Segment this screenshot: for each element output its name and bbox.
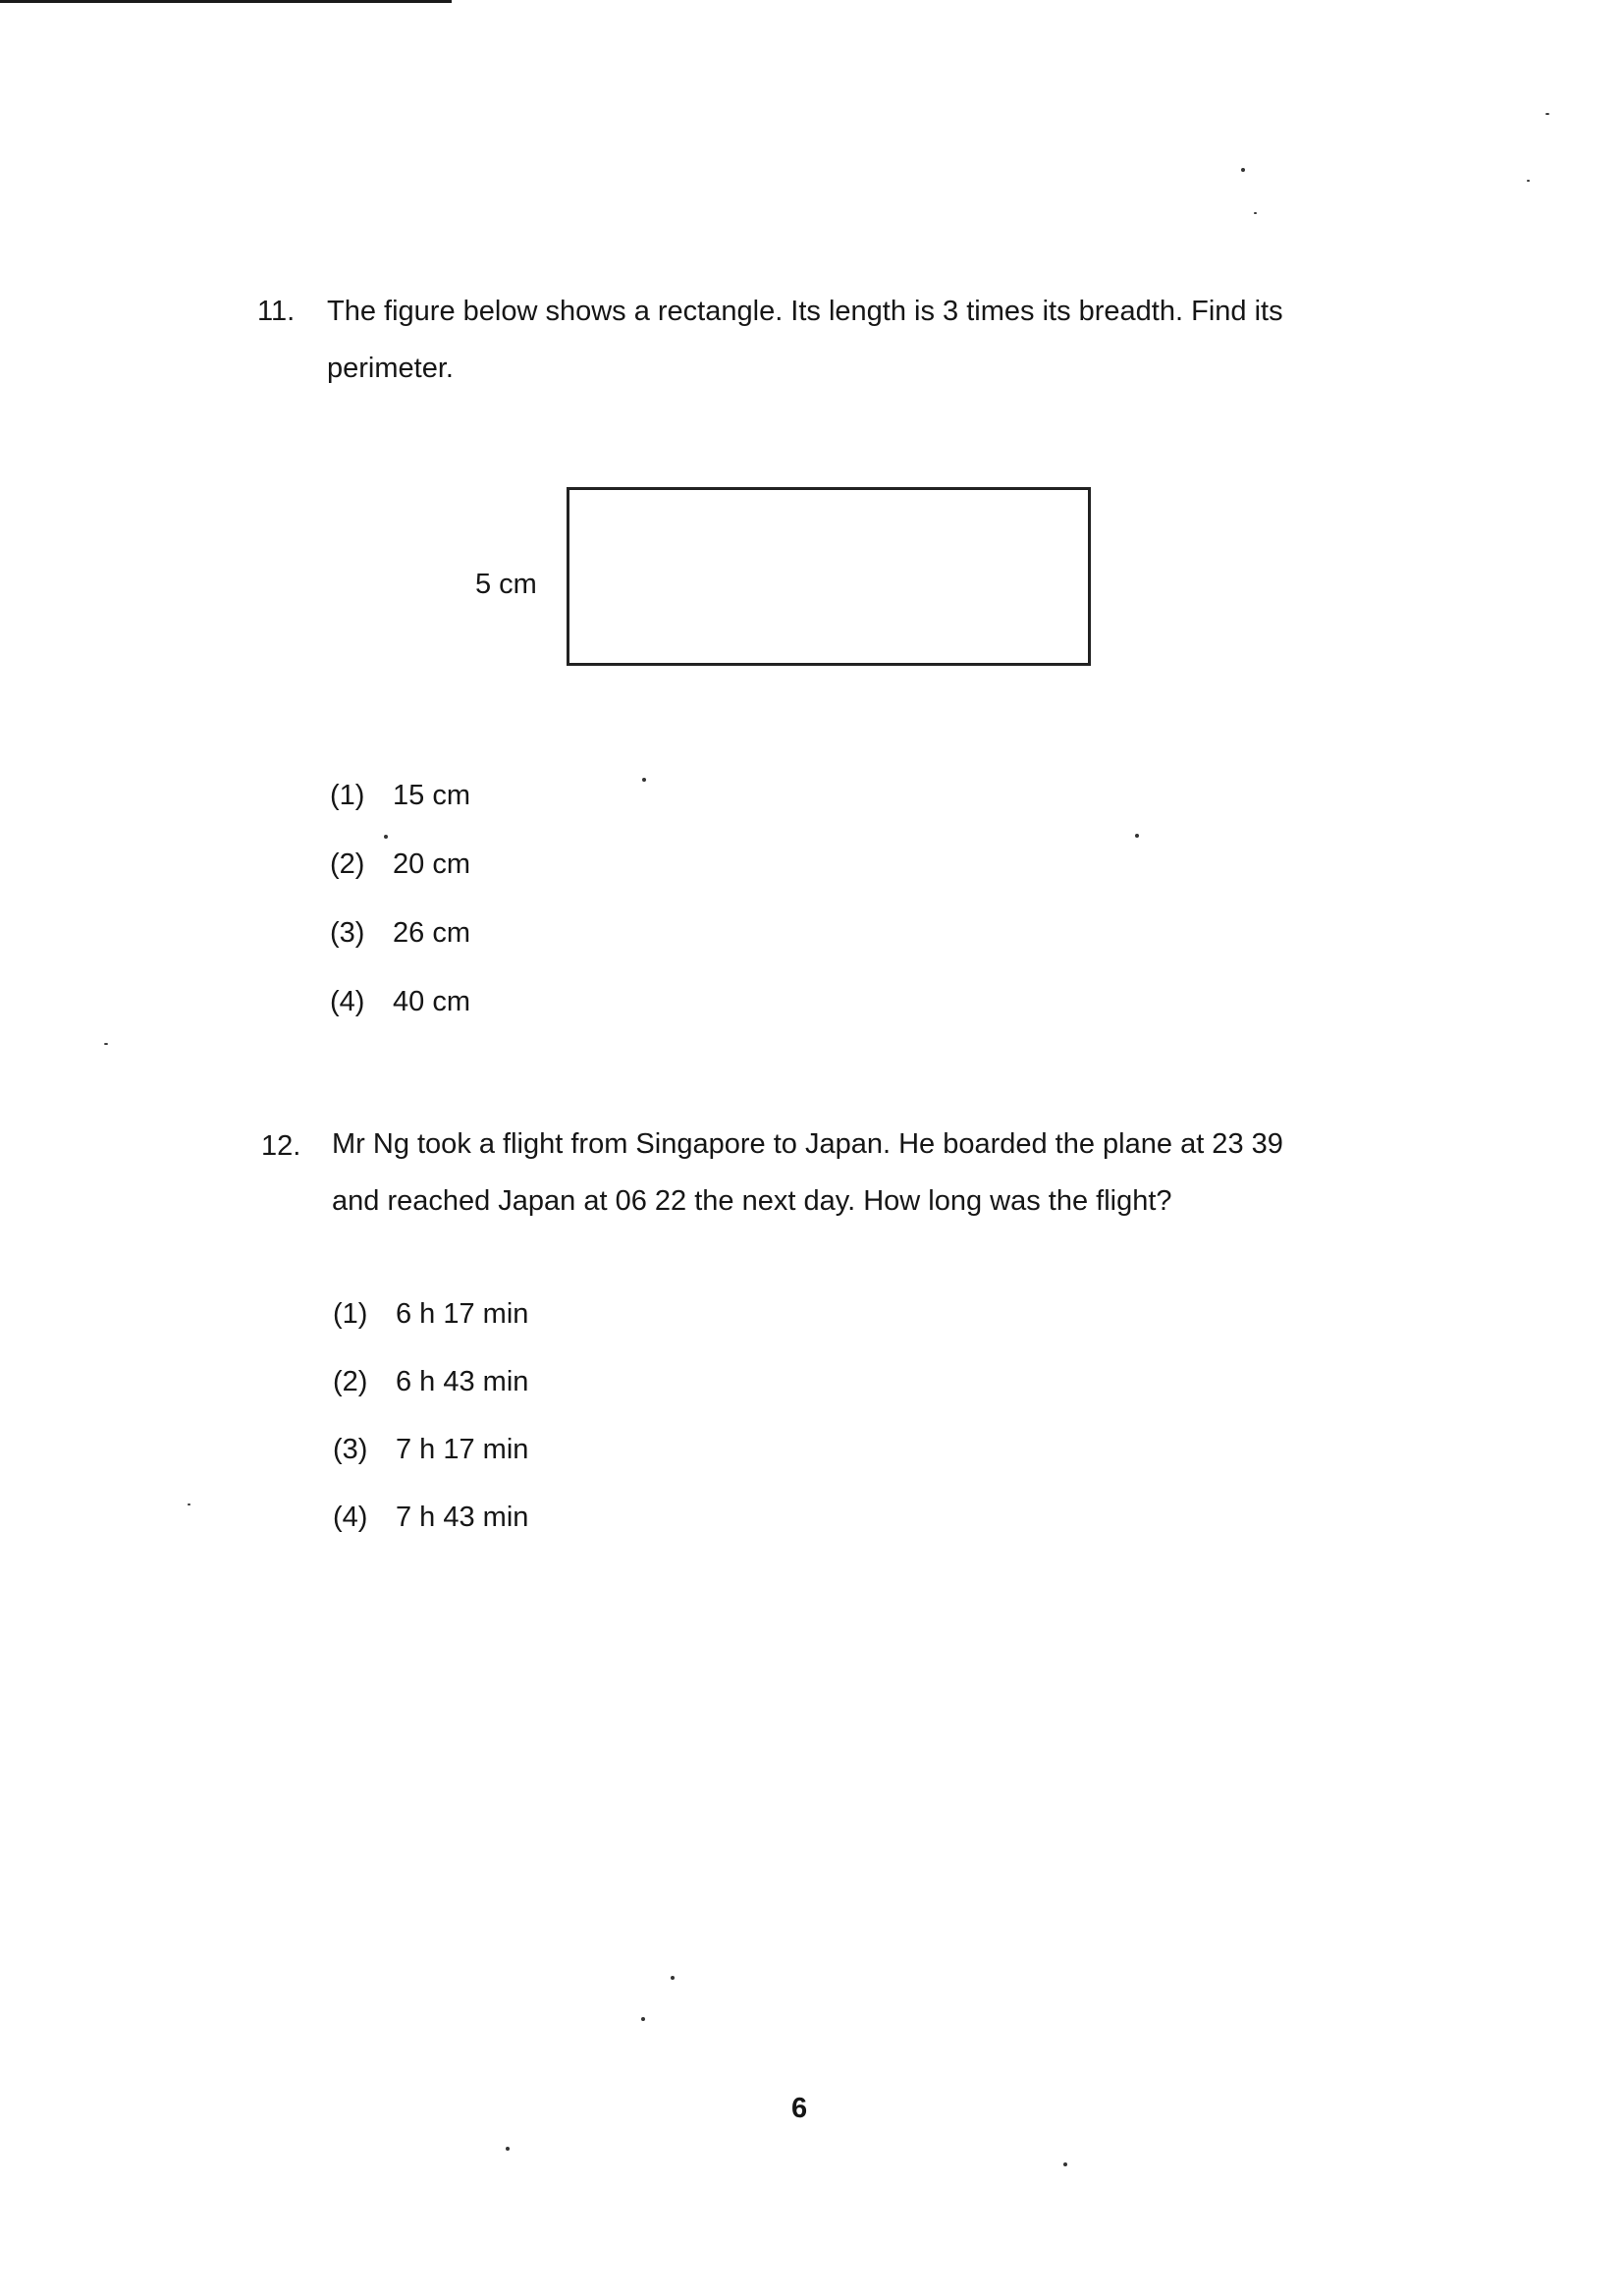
option-number: (4): [333, 1502, 368, 1533]
scan-speck: [384, 835, 388, 839]
question-12-number: 12.: [261, 1130, 301, 1162]
question-12-option-1[interactable]: [333, 1300, 528, 1329]
question-12-line-2: and reached Japan at 06 22 the next day. How long was the flight?: [332, 1185, 1172, 1217]
scan-speck: [1545, 113, 1549, 115]
question-12-option-4[interactable]: [333, 1503, 528, 1532]
scan-speck: [1527, 180, 1530, 182]
option-text: 26 cm: [393, 917, 470, 949]
top-rule: [0, 0, 452, 3]
question-11-option-4[interactable]: [330, 988, 470, 1016]
page-number: 6: [791, 2093, 808, 2124]
scan-speck: [1063, 2162, 1067, 2166]
question-12-text: [332, 1116, 1363, 1230]
option-text: 20 cm: [393, 848, 470, 880]
question-11-option-1[interactable]: [330, 782, 470, 810]
option-number: (4): [330, 986, 365, 1017]
rectangle-figure: [567, 487, 1091, 666]
option-text: 6 h 17 min: [396, 1298, 529, 1330]
scan-speck: [671, 1976, 675, 1980]
option-number: (1): [330, 780, 365, 811]
option-number: (2): [330, 848, 365, 880]
question-11-option-3[interactable]: [330, 919, 470, 948]
scan-speck: [188, 1503, 190, 1505]
question-12-line-1: Mr Ng took a flight from Singapore to Japan. He boarded the plane at 23 39: [332, 1128, 1283, 1160]
scan-speck: [1254, 212, 1257, 214]
option-text: 7 h 43 min: [396, 1502, 529, 1533]
question-11-option-2[interactable]: [330, 850, 470, 879]
question-11-number: 11.: [257, 296, 296, 327]
scan-speck: [1241, 168, 1245, 172]
scan-speck: [104, 1043, 108, 1045]
scan-speck: [641, 2017, 645, 2021]
question-12-option-2[interactable]: [333, 1368, 528, 1396]
option-text: 40 cm: [393, 986, 470, 1017]
question-12-option-3[interactable]: [333, 1436, 528, 1464]
scan-speck: [1135, 834, 1139, 838]
option-number: (3): [330, 917, 365, 949]
option-text: 15 cm: [393, 780, 470, 811]
option-number: (3): [333, 1434, 368, 1465]
option-text: 6 h 43 min: [396, 1366, 529, 1397]
scan-speck: [506, 2147, 510, 2151]
question-11-line-1: The figure below shows a rectangle. Its length is 3 times its breadth. Find its: [327, 296, 1283, 327]
option-number: (1): [333, 1298, 368, 1330]
question-11-line-2: perimeter.: [327, 353, 454, 384]
option-text: 7 h 17 min: [396, 1434, 529, 1465]
question-11-text: [327, 283, 1358, 397]
option-number: (2): [333, 1366, 368, 1397]
scan-speck: [642, 778, 646, 782]
rectangle-breadth-label: 5 cm: [475, 569, 537, 600]
